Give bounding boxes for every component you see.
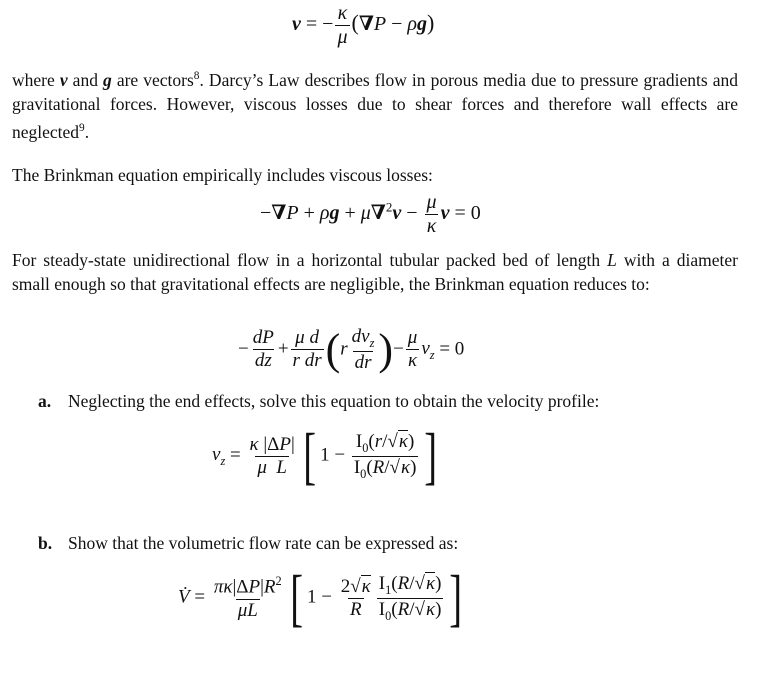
flow-rate-equation: V̇ = $\frac{\pi\kappa|\Delta P|R^2}{\mu L}$ [ 1 − $\frac{2√\kappa}{R}$ $\frac{I_1(R/√\kappa)}{I_0(R/√\kappa)}$ ] [178, 562, 463, 633]
darcy-equation: v = − $\frac{\kappa}{\mu}$ (∇P − ρg) [292, 2, 435, 48]
darcy-description-paragraph: where v and g are vectors$^8$. Darcy’s Law describes flow in porous media due to pressure gradients and gravitational forces. However, viscous losses due to shear forces and therefore wall effects are neglected$^9$. [12, 69, 738, 142]
darcy-fraction: $\frac{\kappa}{\mu}$ [337, 2, 348, 48]
part-a-prompt: a. Neglecting the end effects, solve this equation to obtain the velocity profile: [38, 391, 600, 411]
brinkman-intro-paragraph: The Brinkman equation empirically includes viscous losses: [12, 165, 433, 185]
footnote-ref: 9 [79, 121, 85, 134]
part-b-prompt: b. Show that the volumetric flow rate can be expressed as: [38, 533, 459, 553]
brinkman-fraction: $\frac{\mu}{\kappa}$ [426, 191, 437, 237]
brinkman-equation: −∇P + ρg + μ∇$^2$v − $\frac{\mu}{\kappa}$ v = 0 [260, 191, 481, 237]
velocity-profile-equation: $v_z$ = $\frac{\kappa |\Delta P|}{\text{μ L}}$ [ 1 − $\frac{I_0(r/√\kappa)}{I_0(R/√\kappa)}$ ] [212, 420, 438, 491]
steady-state-paragraph: For steady-state unidirectional flow in a horizontal tubular packed bed of length L with a diameter small enough so that gravitational effects are negligible, the Brinkman equation reduces to: [12, 250, 738, 294]
reduced-brinkman-equation: − $\frac{dP}{dz}$ + $\frac{\text{μ d}}{\text{r dr}}$ (r $\frac{dv_z}{dr}$ )− $\frac{\mu}{\kappa}$ $v_z = 0$ [238, 324, 465, 374]
footnote-ref: 8 [193, 70, 200, 82]
